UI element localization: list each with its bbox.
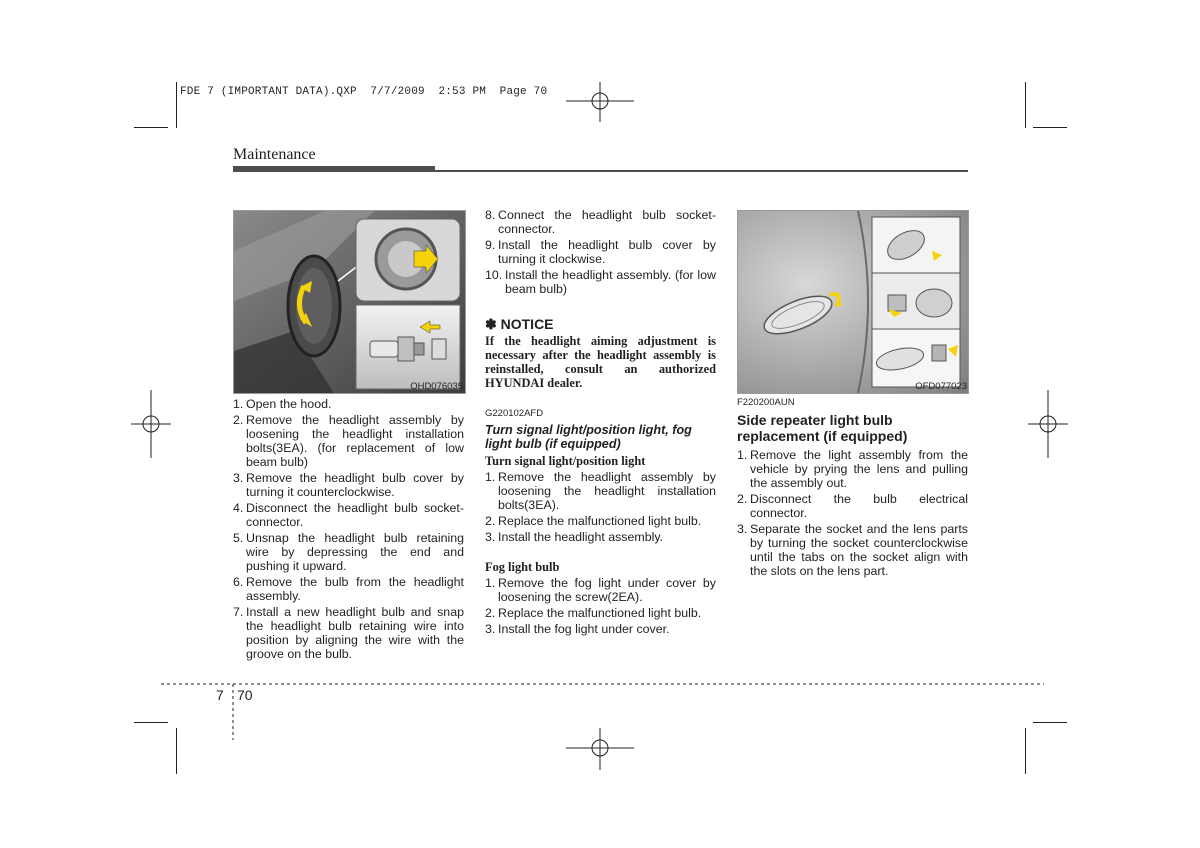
side-repeater-heading: Side repeater light bulb replacement (if equipped) xyxy=(737,412,908,444)
list-item: 1. Remove the light assembly from the vehicle by prying the lens and pulling the assembly out. xyxy=(737,448,968,490)
section-title: Maintenance xyxy=(233,146,316,163)
list-item: 3. Remove the headlight bulb cover by turning it counterclockwise. xyxy=(233,471,464,499)
fog-light-steps xyxy=(485,576,716,636)
headlight-steps-continued xyxy=(485,208,716,296)
title-bar xyxy=(233,166,435,172)
chapter-number: 7 xyxy=(216,687,224,703)
print-slug-line: FDE 7 (IMPORTANT DATA).QXP 7/7/2009 2:53 PM Page 70 xyxy=(180,86,548,98)
turn-signal-subheading: Turn signal light/position light xyxy=(485,454,646,468)
list-item: 10. Install the headlight assembly. (for low beam bulb) xyxy=(485,268,716,296)
list-item: 2. Remove the headlight assembly by loosening the headlight installation bolts(3EA). (for replacement of low beam bulb) xyxy=(233,413,464,469)
column-3 xyxy=(737,397,968,580)
headlight-bulb-photo xyxy=(233,210,466,394)
notice-icon: ✽ xyxy=(485,316,497,332)
list-item: 6. Remove the bulb from the headlight assembly. xyxy=(233,575,464,603)
list-item: 1. Open the hood. xyxy=(233,397,332,411)
title-rule xyxy=(435,170,968,172)
list-item: 2. Replace the malfunctioned light bulb. xyxy=(485,606,702,620)
side-repeater-photo xyxy=(737,210,969,394)
notice-body: If the headlight aiming adjustment is necessary after the headlight assembly is reinstalled, consult an authorized HYUNDAI dealer. xyxy=(485,334,716,390)
list-item: 4. Disconnect the headlight bulb socket-connector. xyxy=(233,501,464,529)
list-item: 2. Disconnect the bulb electrical connector. xyxy=(737,492,968,520)
list-item: 3. Install the fog light under cover. xyxy=(485,622,670,636)
page-number: 70 xyxy=(237,687,253,703)
fog-light-subheading: Fog light bulb xyxy=(485,560,560,574)
photo-code: OFD077023 xyxy=(915,381,967,392)
list-item: 9. Install the headlight bulb cover by turning it clockwise. xyxy=(485,238,716,266)
list-item: 1. Remove the headlight assembly by loosening the headlight installation bolts(3EA). xyxy=(485,470,716,512)
section-code: F220200AUN xyxy=(737,397,795,408)
list-item: 1. Remove the fog light under cover by loosening the screw(2EA). xyxy=(485,576,716,604)
column-2 xyxy=(485,208,716,638)
list-item: 3. Install the headlight assembly. xyxy=(485,530,664,544)
photo-code: OHD076035 xyxy=(410,381,463,392)
list-item: 2. Replace the malfunctioned light bulb. xyxy=(485,514,702,528)
side-repeater-steps xyxy=(737,448,968,578)
list-item: 3. Separate the socket and the lens parts by turning the socket counterclockwise until the tabs on the socket align with the slots on the lens part. xyxy=(737,522,968,578)
turn-signal-steps xyxy=(485,470,716,544)
notice-heading: ✽ NOTICE xyxy=(485,316,554,332)
list-item: 8. Connect the headlight bulb socket-connector. xyxy=(485,208,716,236)
list-item: 5. Unsnap the headlight bulb retaining wire by depressing the end and pushing it upward. xyxy=(233,531,464,573)
section-code: G220102AFD xyxy=(485,408,544,419)
list-item: 7. Install a new headlight bulb and snap the headlight bulb retaining wire into position by aligning the wire with the groove on the bulb. xyxy=(233,605,464,661)
headlight-steps-list xyxy=(233,397,464,663)
turn-signal-heading: Turn signal light/position light, fog light bulb (if equipped) xyxy=(485,423,692,451)
